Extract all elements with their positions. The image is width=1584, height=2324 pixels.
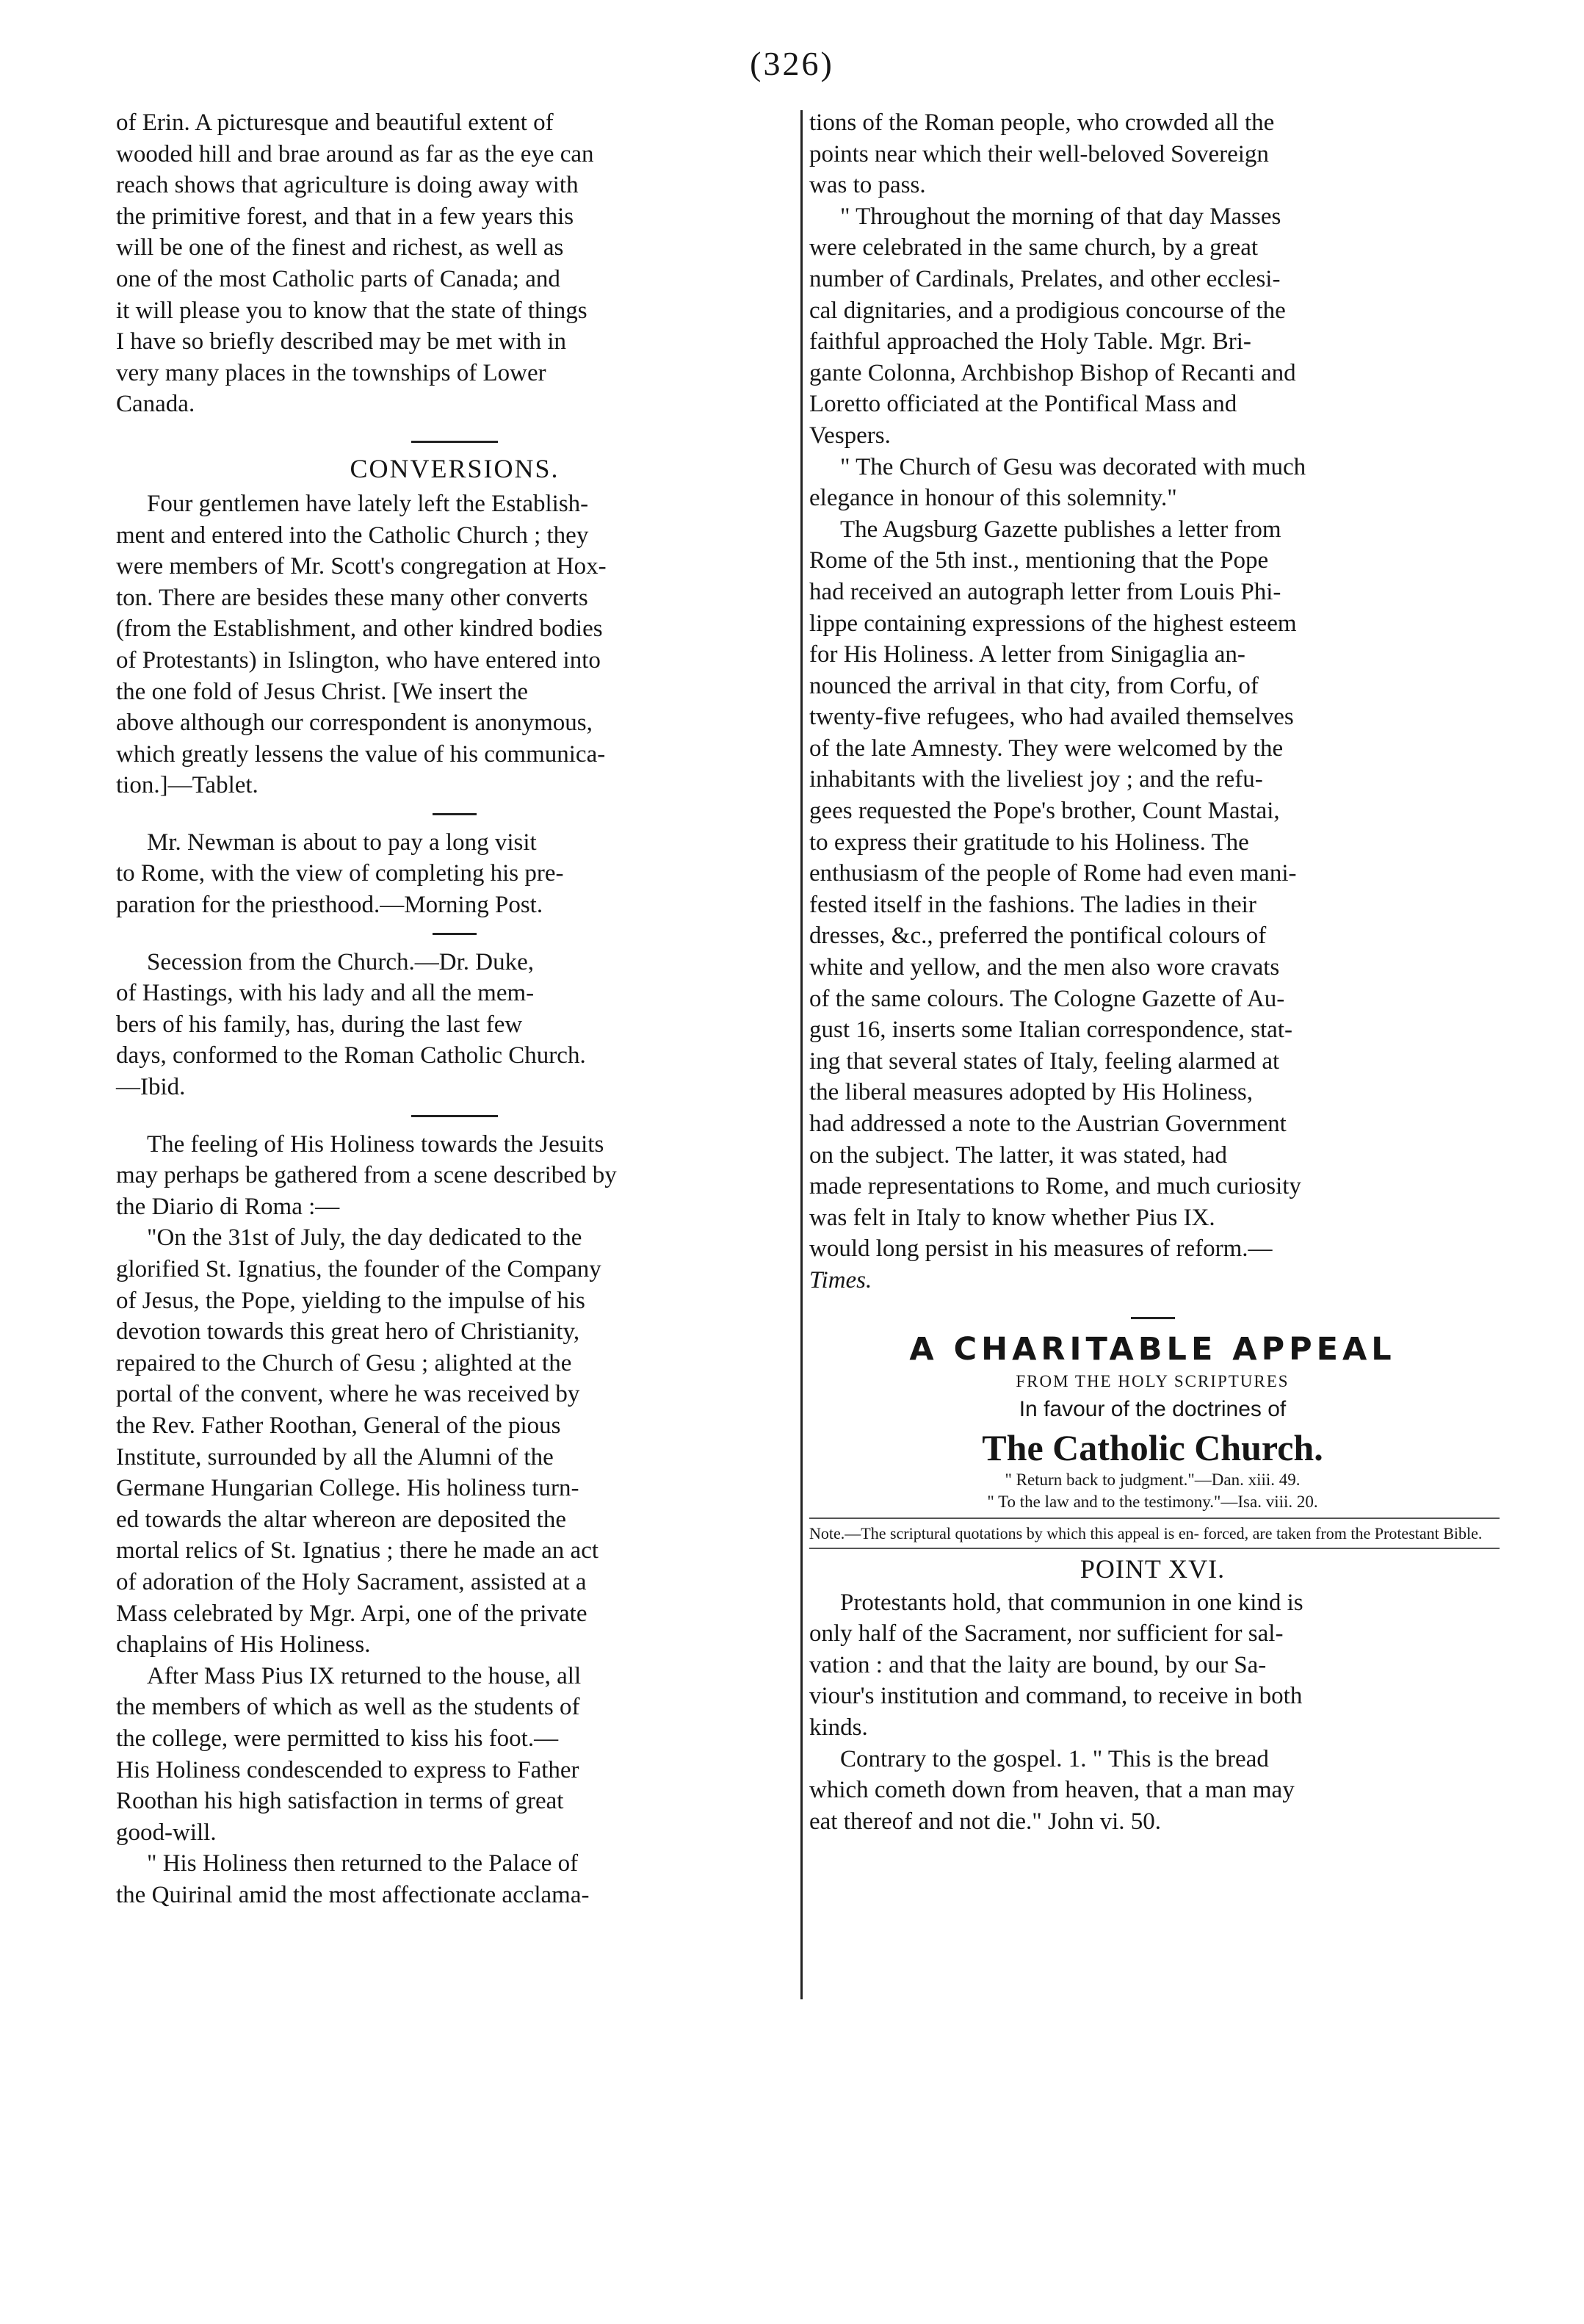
- after-mass-paragraph: [116, 1661, 793, 1849]
- text-line: white and yellow, and the men also wore cravats: [809, 954, 1280, 981]
- acclamations-paragraph: [809, 107, 1496, 201]
- text-line: days, conformed to the Roman Catholic Church.: [116, 1042, 586, 1069]
- text-line: wooded hill and brae around as far as the eye can: [116, 140, 594, 167]
- text-line: the one fold of Jesus Christ. [We insert the: [116, 678, 528, 705]
- text-line: paration for the priesthood.—Morning Post.: [116, 892, 543, 919]
- text-line: gees requested the Pope's brother, Count Mastai,: [809, 798, 1280, 825]
- text-line: mortal relics of St. Ignatius ; there he made an act: [116, 1537, 599, 1565]
- text-line: enthusiasm of the people of Rome had even mani-: [809, 860, 1297, 887]
- text-line: the liberal measures adopted by His Holiness,: [809, 1079, 1253, 1106]
- text-line: Institute, surrounded by all the Alumni of the: [116, 1443, 554, 1470]
- text-line: (from the Establishment, and other kindred bodies: [116, 616, 603, 643]
- contrary-paragraph: [809, 1744, 1496, 1838]
- jesuits-paragraph: [116, 1129, 793, 1223]
- page-number: (326): [750, 45, 834, 82]
- text-line: made representations to Rome, and much curiosity: [809, 1173, 1301, 1200]
- text-line: " His Holiness then returned to the Palace of: [147, 1850, 579, 1877]
- text-line: tions of the Roman people, who crowded all the: [809, 109, 1275, 136]
- text-line: would long persist in his measures of reform.—: [809, 1235, 1273, 1263]
- section-rule: [809, 1548, 1500, 1549]
- text-line: of the late Amnesty. They were welcomed by the: [809, 735, 1284, 762]
- text-line: the college, were permitted to kiss his foot.—: [116, 1725, 559, 1752]
- text-line: the primitive forest, and that in a few years this: [116, 203, 574, 230]
- scripture-quote: " Return back to judgment."—Dan. xiii. 49.: [1005, 1470, 1301, 1489]
- text-line: vation : and that the laity are bound, by our Sa-: [809, 1651, 1267, 1678]
- text-line: repaired to the Church of Gesu ; alighted at the: [116, 1349, 572, 1376]
- text-line: of Hastings, with his lady and all the mem-: [116, 980, 535, 1007]
- text-line: which cometh down from heaven, that a man may: [809, 1777, 1295, 1804]
- text-line: The Augsburg Gazette publishes a letter from: [840, 516, 1281, 543]
- text-line: lippe containing expressions of the highest esteem: [809, 610, 1297, 637]
- text-line: glorified St. Ignatius, the founder of the Company: [116, 1256, 601, 1282]
- text-line: of Jesus, the Pope, yielding to the impulse of his: [116, 1287, 585, 1314]
- text-line: fested itself in the fashions. The ladies in their: [809, 891, 1256, 918]
- text-line: dresses, &c., preferred the pontifical colours of: [809, 923, 1267, 950]
- text-line: Roothan his high satisfaction in terms of great: [116, 1788, 564, 1815]
- text-line: viour's institution and command, to receive in both: [809, 1683, 1303, 1710]
- text-line: Four gentlemen have lately left the Establish-: [147, 490, 589, 517]
- text-line: which greatly lessens the value of his communica-: [116, 740, 606, 768]
- text-line: the members of which as well as the students of: [116, 1694, 580, 1721]
- text-line: ing that several states of Italy, feeling alarmed at: [809, 1047, 1280, 1075]
- conversions-paragraph: [116, 488, 793, 801]
- text-line: for His Holiness. A letter from Sinigaglia an-: [809, 641, 1245, 668]
- text-line: the Quirinal amid the most affectionate acclama-: [116, 1881, 590, 1908]
- text-line: portal of the convent, where he was received by: [116, 1381, 580, 1408]
- text-line: "On the 31st of July, the day dedicated to the: [147, 1224, 582, 1252]
- text-line: Times.: [809, 1266, 872, 1293]
- text-line: " The Church of Gesu was decorated with much: [840, 453, 1306, 480]
- appeal-church-heading: The Catholic Church.: [982, 1426, 1323, 1468]
- text-line: of Protestants) in Islington, who have entered into: [116, 646, 601, 674]
- july-paragraph: [116, 1222, 793, 1660]
- morning-paragraph: [809, 201, 1496, 452]
- text-line: chaplains of His Holiness.: [116, 1631, 371, 1659]
- left-column: [116, 107, 793, 1910]
- text-line: cal dignitaries, and a prodigious concourse of the: [809, 297, 1286, 324]
- text-line: elegance in honour of this solemnity.": [809, 485, 1177, 512]
- erin-paragraph: [116, 107, 793, 420]
- text-line: will be one of the finest and richest, as well as: [116, 234, 564, 261]
- appeal-title: A CHARITABLE APPEAL: [909, 1330, 1396, 1368]
- gesu-paragraph: [809, 452, 1496, 514]
- text-line: Canada.: [116, 391, 195, 418]
- section-rule: [809, 1518, 1500, 1519]
- secession-paragraph: [116, 947, 793, 1103]
- text-line: Secession from the Church.—Dr. Duke,: [147, 948, 534, 975]
- text-line: faithful approached the Holy Table. Mgr. Bri-: [809, 328, 1251, 356]
- conversions-heading: CONVERSIONS.: [350, 453, 560, 483]
- text-line: Mass celebrated by Mgr. Arpi, one of the private: [116, 1600, 587, 1627]
- text-line: ton. There are besides these many other converts: [116, 584, 588, 611]
- text-line: devotion towards this great hero of Christianity,: [116, 1318, 580, 1346]
- appeal-favour-line: In favour of the doctrines of: [1019, 1396, 1287, 1421]
- text-line: gante Colonna, Archbishop Bishop of Recanti and: [809, 359, 1296, 386]
- text-line: were members of Mr. Scott's congregation at Hox-: [116, 553, 607, 580]
- text-line: was felt in Italy to know whether Pius IX.: [809, 1204, 1215, 1231]
- text-line: to Rome, with the view of completing his pre-: [116, 860, 564, 887]
- text-line: kinds.: [809, 1714, 868, 1741]
- text-line: Contrary to the gospel. 1. " This is the bread: [840, 1745, 1269, 1772]
- text-line: After Mass Pius IX returned to the house, all: [147, 1662, 582, 1689]
- text-line: Rome of the 5th inst., mentioning that the Pope: [809, 547, 1269, 574]
- newman-paragraph: [116, 827, 793, 921]
- text-line: bers of his family, has, during the last few: [116, 1011, 523, 1038]
- text-line: above although our correspondent is anonymous,: [116, 710, 593, 737]
- text-line: " Throughout the morning of that day Masses: [840, 203, 1281, 230]
- column-divider: [800, 110, 803, 1999]
- protestants-paragraph: [809, 1587, 1496, 1744]
- text-line: Vespers.: [809, 422, 891, 449]
- text-line: inhabitants with the liveliest joy ; and the refu-: [809, 766, 1263, 793]
- text-line: number of Cardinals, Prelates, and other ecclesi-: [809, 265, 1281, 292]
- text-line: Loretto officiated at the Pontifical Mass and: [809, 391, 1237, 418]
- text-line: were celebrated in the same church, by a great: [809, 234, 1259, 261]
- text-line: to express their gratitude to his Holiness. The: [809, 829, 1249, 856]
- text-line: had addressed a note to the Austrian Government: [809, 1111, 1287, 1137]
- text-line: twenty-five refugees, who had availed themselves: [809, 704, 1294, 731]
- augsburg-paragraph: [809, 514, 1496, 1296]
- text-line: of Erin. A picturesque and beautiful extent of: [116, 109, 554, 136]
- appeal-note: Note.—The scriptural quotations by which this appeal is en- forced, are taken from the Protestant Bible.: [809, 1523, 1483, 1542]
- text-line: reach shows that agriculture is doing away with: [116, 172, 579, 199]
- text-line: nounced the arrival in that city, from Corfu, of: [809, 672, 1259, 699]
- text-line: Germane Hungarian College. His holiness turn-: [116, 1475, 579, 1502]
- text-line: tion.]—Tablet.: [116, 772, 258, 799]
- quirinal-paragraph: [116, 1848, 793, 1910]
- text-line: on the subject. The latter, it was stated, had: [809, 1141, 1227, 1169]
- text-line: The feeling of His Holiness towards the Jesuits: [147, 1130, 604, 1158]
- text-line: His Holiness condescended to express to Father: [116, 1756, 579, 1783]
- text-line: of the same colours. The Cologne Gazette of Au-: [809, 985, 1285, 1012]
- text-line: —Ibid.: [116, 1074, 186, 1101]
- text-line: ed towards the altar whereon are deposited the: [116, 1506, 566, 1533]
- text-line: was to pass.: [809, 172, 926, 199]
- section-rule: [411, 441, 498, 443]
- text-line: ment and entered into the Catholic Church ; they: [116, 522, 589, 549]
- text-line: Mr. Newman is about to pay a long visit: [147, 829, 537, 856]
- text-line: very many places in the townships of Lower: [116, 359, 546, 386]
- right-column: [809, 107, 1496, 1837]
- text-line: Protestants hold, that communion in one kind is: [840, 1589, 1303, 1616]
- text-line: had received an autograph letter from Louis Phi-: [809, 578, 1281, 605]
- text-line: of adoration of the Holy Sacrament, assisted at a: [116, 1568, 587, 1595]
- text-line: one of the most Catholic parts of Canada; and: [116, 265, 560, 292]
- scripture-quote: " To the law and to the testimony."—Isa. viii. 20.: [987, 1492, 1318, 1511]
- text-line: good-will.: [116, 1819, 217, 1846]
- text-line: eat thereof and not die." John vi. 50.: [809, 1808, 1162, 1835]
- text-line: may perhaps be gathered from a scene described by: [116, 1162, 617, 1189]
- text-line: it will please you to know that the state of things: [116, 297, 587, 324]
- text-line: the Rev. Father Roothan, General of the pious: [116, 1412, 561, 1439]
- appeal-subtitle: FROM THE HOLY SCRIPTURES: [1016, 1371, 1290, 1390]
- point-heading: POINT XVI.: [1079, 1553, 1226, 1584]
- text-line: the Diario di Roma :—: [116, 1193, 340, 1220]
- text-line: gust 16, inserts some Italian correspondence, stat-: [809, 1017, 1292, 1044]
- text-line: I have so briefly described may be met with in: [116, 328, 567, 356]
- text-line: only half of the Sacrament, nor sufficient for sal-: [809, 1620, 1284, 1648]
- text-line: points near which their well-beloved Sovereign: [809, 140, 1269, 167]
